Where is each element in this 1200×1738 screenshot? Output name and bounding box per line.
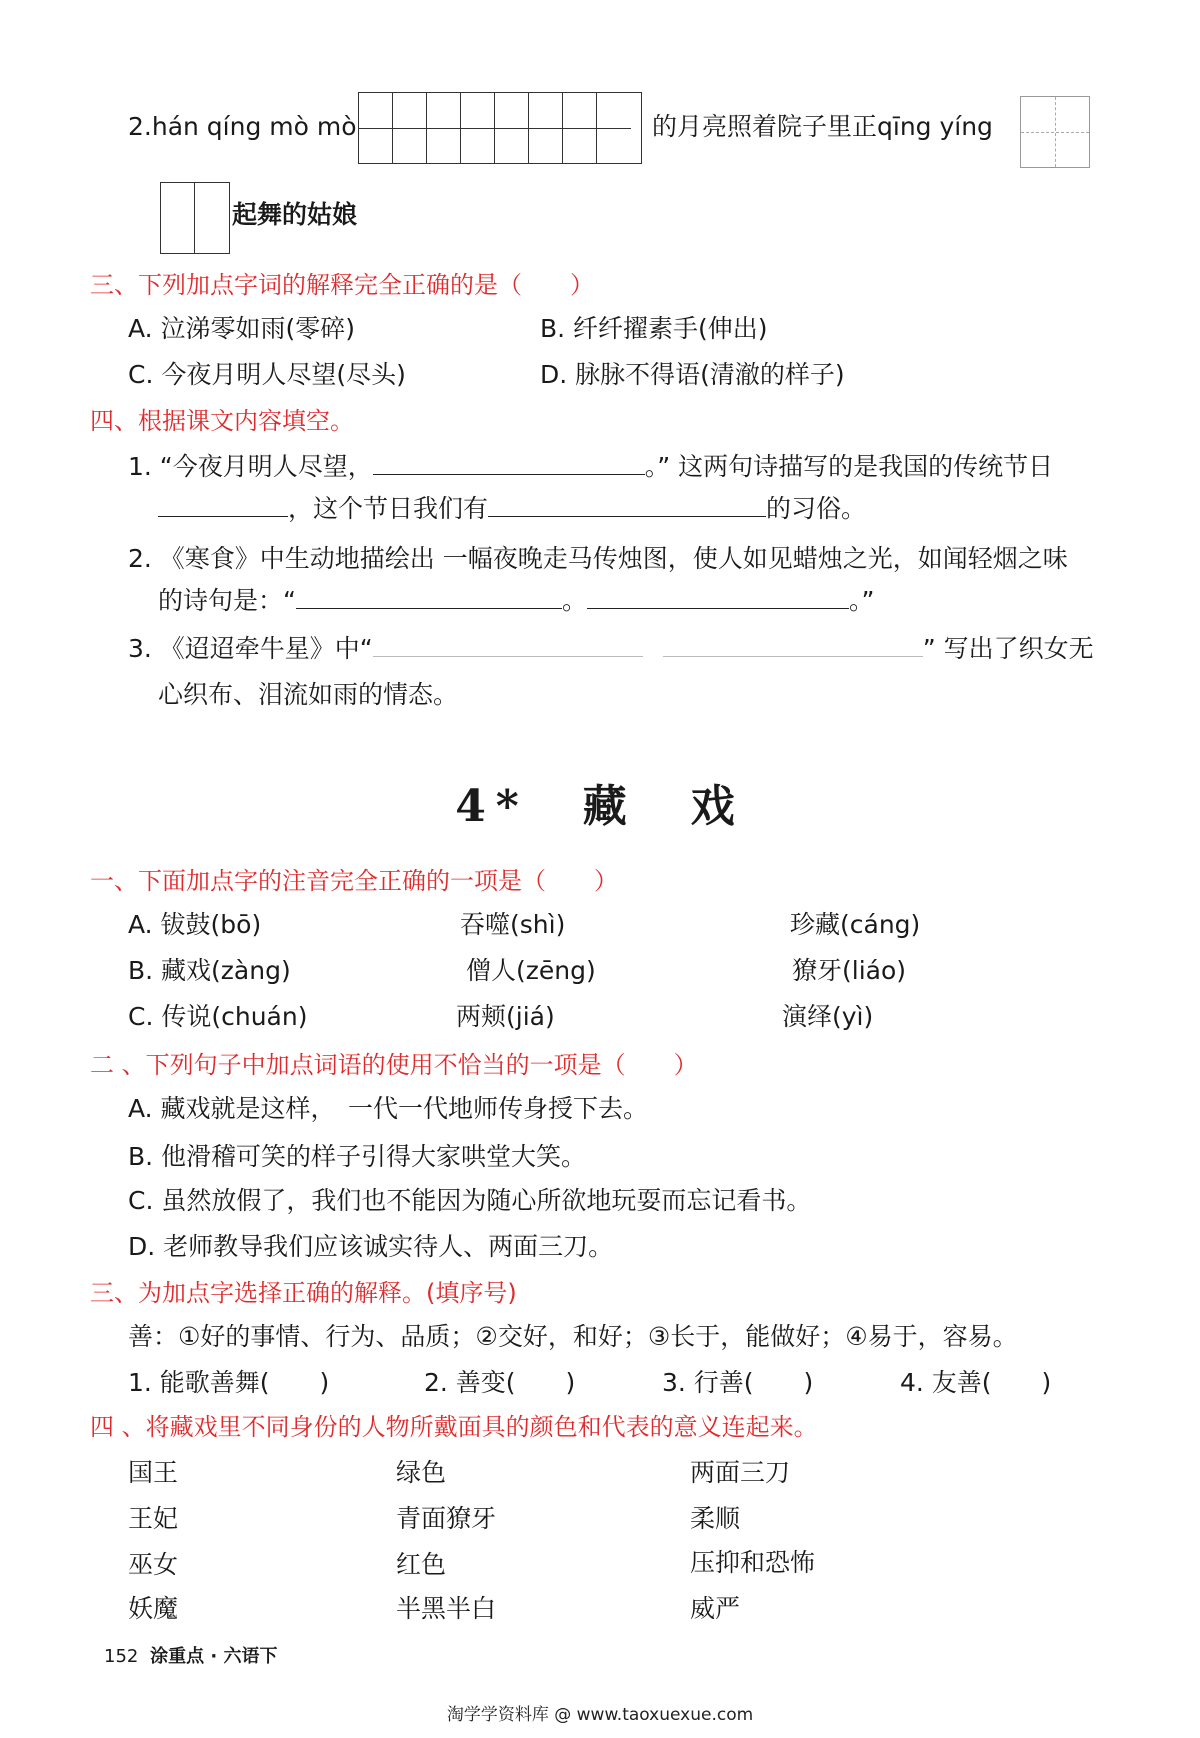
sec4-q3-a: 3. 《迢迢牵牛星》中“ bbox=[128, 634, 373, 663]
match-role-1: 国王 bbox=[128, 1458, 179, 1487]
sec4-q2-c: 。 bbox=[561, 586, 587, 615]
sec3-option-b: B. 纤纤擢素手(伸出) bbox=[540, 314, 768, 343]
sec3-heading: 三、下列加点字词的解释完全正确的是（ ） bbox=[90, 271, 594, 299]
l1-r3-c3: 演绎(yì) bbox=[782, 1002, 874, 1031]
l1-r1-c2: 吞噬(shì) bbox=[460, 910, 566, 939]
l2-option-c: C. 虽然放假了，我们也不能因为随心所欲地玩耍而忘记看书。 bbox=[128, 1186, 812, 1215]
page-number: 152 bbox=[104, 1646, 139, 1667]
book-name: 涂重点 · 六语下 bbox=[150, 1646, 278, 1667]
sec4-q2-b: 的诗句是：“ bbox=[158, 586, 296, 615]
sec4-q2-a: 2. 《寒食》中生动地描绘出 一幅夜晚走马传烛图，使人如见蜡烛之光，如闻轻烟之味 bbox=[128, 544, 1068, 573]
sec4-q2-d: 。” bbox=[848, 586, 875, 615]
blank-line[interactable] bbox=[158, 494, 288, 517]
match-meaning-2: 柔顺 bbox=[690, 1504, 741, 1533]
sec3-option-c: C. 今夜月明人尽望(尽头) bbox=[128, 360, 406, 389]
sec4-q1-d: 的习俗。 bbox=[766, 494, 867, 523]
l2-heading: 二 、下列句子中加点词语的使用不恰当的一项是（ ） bbox=[90, 1051, 698, 1079]
blank-line[interactable] bbox=[587, 586, 849, 609]
l1-r2-c3: 獠牙(liáo) bbox=[792, 956, 907, 985]
pinyin-grid-2[interactable] bbox=[160, 182, 230, 254]
sec4-q1-c: ，这个节日我们有 bbox=[288, 494, 489, 523]
sec4-q3-c: 心织布、泪流如雨的情态。 bbox=[158, 680, 459, 709]
sec4-q1-line2 bbox=[158, 492, 866, 526]
l3-item-2: 2. 善变( ) bbox=[424, 1368, 576, 1397]
pinyin-box-small[interactable] bbox=[1020, 96, 1090, 168]
l3-definition: 善：①好的事情、行为、品质；②交好，和好；③长于，能做好；④易于，容易。 bbox=[128, 1322, 1018, 1351]
match-color-1: 绿色 bbox=[396, 1458, 447, 1487]
q2-prefix: 2.hán qíng mò mò bbox=[128, 112, 357, 141]
l2-option-a: A. 藏戏就是这样， 一代一代地师传身授下去。 bbox=[128, 1094, 649, 1123]
page-footer bbox=[104, 1642, 277, 1668]
q2-end: 起舞的姑娘 bbox=[232, 200, 358, 229]
l3-item-3: 3. 行善( ) bbox=[662, 1368, 814, 1397]
watermark: 淘学学资料库 @ www.taoxuexue.com bbox=[446, 1705, 754, 1725]
blank-line[interactable] bbox=[296, 586, 562, 609]
match-color-4: 半黑半白 bbox=[396, 1594, 497, 1623]
match-role-4: 妖魔 bbox=[128, 1594, 179, 1623]
match-meaning-1: 两面三刀 bbox=[690, 1458, 791, 1487]
blank-line[interactable] bbox=[663, 634, 923, 657]
l3-item-4: 4. 友善( ) bbox=[900, 1368, 1052, 1397]
match-color-2: 青面獠牙 bbox=[396, 1504, 497, 1533]
l3-heading: 三、为加点字选择正确的解释。(填序号) bbox=[90, 1279, 517, 1307]
blank-line[interactable] bbox=[373, 634, 643, 657]
match-role-3: 巫女 bbox=[128, 1550, 179, 1579]
match-color-3: 红色 bbox=[396, 1550, 447, 1579]
l1-r1-c3: 珍藏(cáng) bbox=[790, 910, 921, 939]
blank-line[interactable] bbox=[488, 494, 766, 517]
sec4-q1-line1 bbox=[128, 450, 1053, 484]
l3-item-1: 1. 能歌善舞( ) bbox=[128, 1368, 330, 1397]
match-meaning-3: 压抑和恐怖 bbox=[690, 1548, 816, 1577]
sec4-heading: 四、根据课文内容填空。 bbox=[90, 407, 354, 435]
l1-r3-c2: 两颊(jiá) bbox=[456, 1002, 555, 1031]
l1-heading: 一、下面加点字的注音完全正确的一项是（ ） bbox=[90, 867, 618, 895]
l2-option-d: D. 老师教导我们应该诚实待人、两面三刀。 bbox=[128, 1232, 614, 1261]
sec4-q1-b: 。” 这两句诗描写的是我国的传统节日 bbox=[644, 452, 1054, 481]
sec4-q3-line1 bbox=[128, 632, 1094, 666]
l2-option-b: B. 他滑稽可笑的样子引得大家哄堂大笑。 bbox=[128, 1142, 587, 1171]
match-meaning-4: 威严 bbox=[690, 1594, 741, 1623]
q2-mid: 的月亮照着院子里正qīng yíng bbox=[652, 112, 993, 141]
sec3-option-a: A. 泣涕零如雨(零碎) bbox=[128, 314, 356, 343]
sec4-q1-a: 1. “今夜月明人尽望， bbox=[128, 452, 373, 481]
sec3-option-d: D. 脉脉不得语(清澈的样子) bbox=[540, 360, 845, 389]
l1-r3-c1: C. 传说(chuán) bbox=[128, 1002, 308, 1031]
blank-line[interactable] bbox=[373, 452, 645, 475]
l4-heading: 四 、将藏戏里不同身份的人物所戴面具的颜色和代表的意义连起来。 bbox=[90, 1413, 818, 1441]
l1-r2-c2: 僧人(zēng) bbox=[466, 956, 596, 985]
pinyin-grid[interactable] bbox=[358, 92, 642, 164]
l1-r1-c1: A. 钹鼓(bō) bbox=[128, 910, 262, 939]
l1-r2-c1: B. 藏戏(zàng) bbox=[128, 956, 291, 985]
sec4-q3-b: ” 写出了织女无 bbox=[922, 634, 1094, 663]
match-role-2: 王妃 bbox=[128, 1504, 179, 1533]
lesson-title: 4* 藏 戏 bbox=[455, 781, 745, 832]
sec4-q2-line2 bbox=[158, 584, 874, 618]
